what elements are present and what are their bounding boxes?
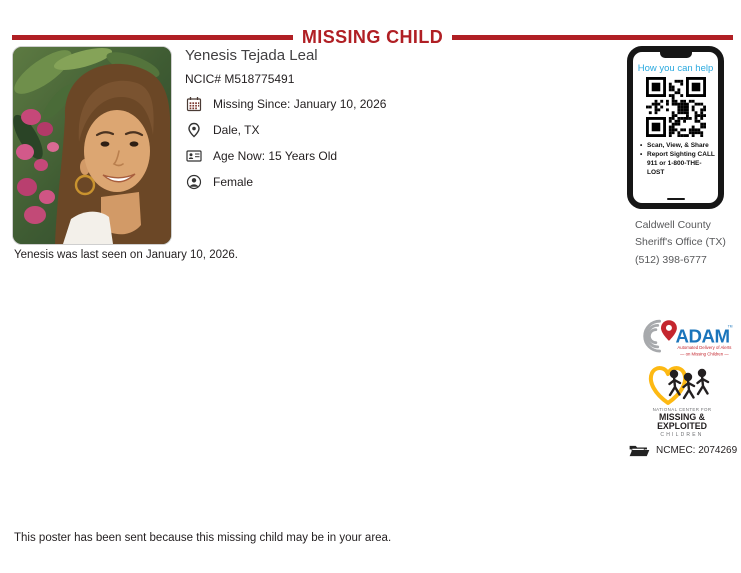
- detail-row-sex: [185, 174, 515, 190]
- header-rule-right: [452, 35, 733, 40]
- adam-tm: TM: [727, 324, 733, 329]
- poster-header: [12, 27, 733, 48]
- phone-graphic: [627, 46, 724, 209]
- detail-row-missing-since: [185, 96, 515, 112]
- header-rule-left: [12, 35, 293, 40]
- case-number-row: [628, 443, 737, 458]
- bullet-dot: •: [640, 142, 643, 149]
- ncmec-heart-icon: [651, 368, 685, 403]
- id-card-icon: [185, 148, 202, 165]
- child-photo: [12, 46, 172, 245]
- location-pin-icon: [185, 122, 202, 139]
- person-icon: [185, 174, 202, 191]
- sex-text: Female: [213, 175, 254, 189]
- agency-phone: (512) 398-6777: [635, 253, 707, 266]
- detail-row-location: [185, 122, 515, 138]
- age-now-text: Age Now: 15 Years Old: [213, 149, 338, 163]
- bullet-item: [640, 141, 715, 150]
- page-title: MISSING CHILD: [301, 27, 444, 47]
- child-photo-illustration: [13, 47, 171, 244]
- ncmec-logo: [643, 362, 721, 438]
- bullet-dot: •: [640, 151, 643, 159]
- footer-text: This poster has been sent because this missing child may be in your area.: [14, 532, 392, 544]
- ncmec-children-figures: [670, 370, 709, 398]
- bullet-item: [640, 150, 715, 177]
- child-name: Yenesis Tejada Leal: [185, 47, 318, 64]
- last-seen-text: Yenesis was last seen on January 10, 2026.: [14, 249, 238, 261]
- bullet-text: Report Sighting CALL 911 or 1-800-THE-LOST: [647, 151, 715, 177]
- ncmec-text-line1: NATIONAL CENTER FOR: [652, 407, 712, 412]
- detail-row-age: [185, 148, 515, 164]
- ncmec-text-line2: MISSING &: [659, 412, 705, 422]
- ncic-number: NCIC# M518775491: [185, 72, 295, 86]
- ncmec-text-line3: EXPLOITED: [657, 421, 707, 431]
- agency-name-line2: Sheriff's Office (TX): [635, 236, 726, 249]
- help-bullets: [640, 141, 715, 177]
- adam-tagline-1: Automated Delivery of Alerts: [677, 345, 732, 351]
- ncmec-text-line4: CHILDREN: [660, 432, 704, 438]
- qr-code: [646, 77, 706, 137]
- missing-since-text: Missing Since: January 10, 2026: [213, 97, 387, 111]
- calendar-icon: [185, 96, 202, 113]
- help-title: How you can help: [637, 63, 714, 74]
- adam-tagline-2: — on Missing Children —: [680, 351, 729, 357]
- bullet-text: Scan, View, & Share: [647, 142, 709, 149]
- agency-contact: [635, 217, 726, 269]
- adam-wordmark: ADAM: [675, 325, 730, 347]
- phone-home-indicator: [667, 198, 685, 201]
- adam-logo: [626, 318, 738, 358]
- child-details: [185, 47, 515, 190]
- ncmec-case-number: NCMEC: 2074269: [656, 445, 738, 456]
- agency-name-line1: Caldwell County: [635, 219, 711, 231]
- location-text: Dale, TX: [213, 123, 260, 137]
- phone-notch: [660, 52, 692, 58]
- folder-icon: [628, 443, 650, 458]
